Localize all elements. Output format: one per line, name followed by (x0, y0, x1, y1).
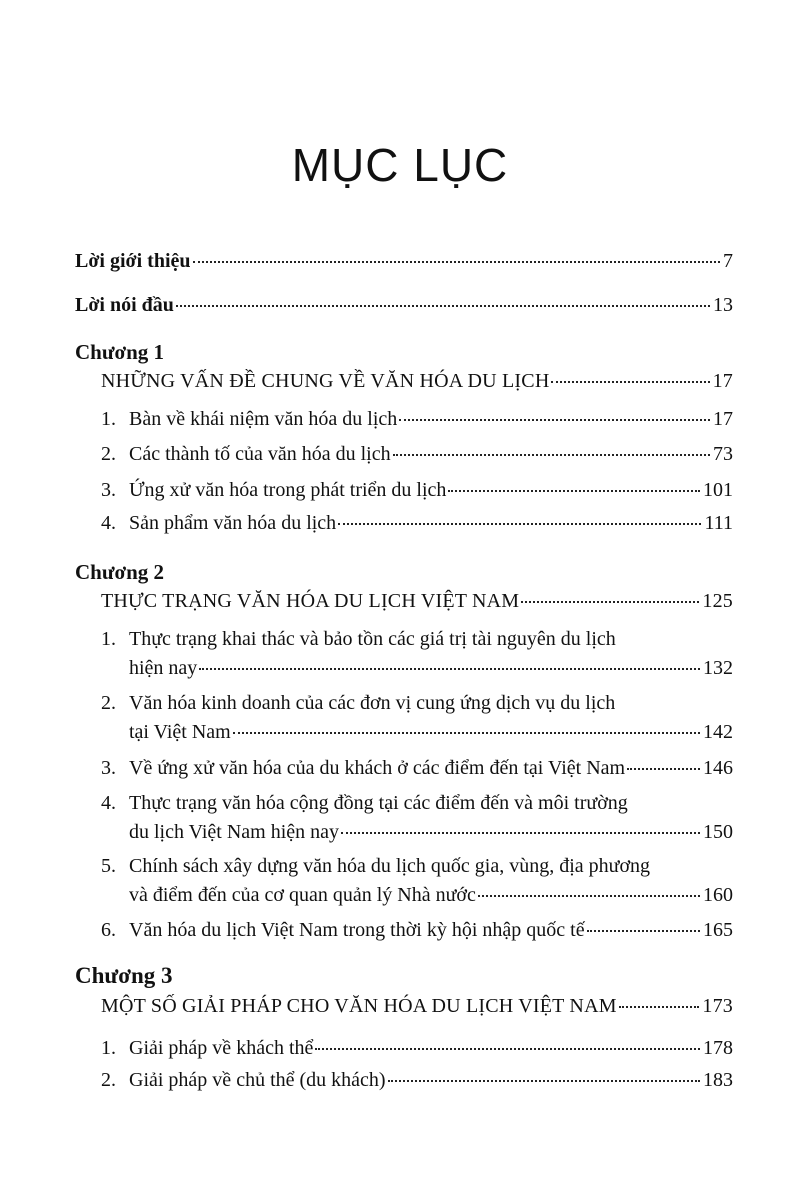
entry-label: Văn hóa du lịch Việt Nam trong thời kỳ hội nhập quốc tế (129, 919, 585, 941)
entry-label: Ứng xử văn hóa trong phát triển du lịch (129, 479, 447, 501)
entry-number: 3. (101, 757, 116, 779)
page-number: 101 (703, 479, 733, 501)
chapter-heading: Chương 2 (75, 560, 165, 584)
toc-entry-intro[interactable] (75, 250, 733, 273)
page-number: 111 (704, 512, 733, 534)
entry-number: 2. (101, 443, 116, 465)
entry-label: Giải pháp về chủ thể (du khách) (129, 1069, 386, 1091)
entry-label: Thực trạng văn hóa cộng đồng tại các điểm đến và môi trường (129, 792, 628, 814)
chapter-heading: Chương 1 (75, 340, 165, 364)
dot-leader (448, 490, 700, 492)
toc-entry[interactable] (101, 443, 733, 466)
page-number: 165 (703, 919, 733, 941)
toc-entry[interactable] (101, 757, 733, 780)
toc-entry-preface[interactable] (75, 294, 733, 317)
page-number: 142 (703, 721, 733, 743)
toc-entry[interactable] (129, 821, 733, 844)
entry-number: 1. (101, 1037, 116, 1059)
entry-label: Thực trạng khai thác và bảo tồn các giá trị tài nguyên du lịch (129, 628, 616, 650)
dot-leader (521, 601, 699, 603)
dot-leader (233, 732, 700, 734)
entry-number: 2. (101, 1069, 116, 1091)
page-number: 7 (723, 250, 733, 272)
dot-leader (193, 261, 721, 263)
chapter-heading: Chương 3 (75, 963, 173, 988)
toc-entry[interactable] (101, 1037, 733, 1060)
entry-number: 2. (101, 692, 116, 714)
entry-label: Về ứng xử văn hóa của du khách ở các điểm đến tại Việt Nam (129, 757, 626, 779)
chapter-title-entry[interactable] (101, 995, 733, 1018)
entry-label: và điểm đến của cơ quan quản lý Nhà nước (129, 884, 476, 906)
dot-leader (315, 1048, 700, 1050)
entry-number: 1. (101, 628, 116, 650)
page-title: MỤC LỤC (291, 139, 509, 191)
entry-label: Bàn về khái niệm văn hóa du lịch (129, 408, 398, 430)
dot-leader (199, 668, 700, 670)
page-number: 73 (713, 443, 733, 465)
page-number: 178 (703, 1037, 733, 1059)
entry-label: Văn hóa kinh doanh của các đơn vị cung ứng dịch vụ du lịch (129, 692, 616, 714)
dot-leader (338, 523, 701, 525)
toc-entry[interactable] (129, 884, 733, 907)
toc-entry-first-line[interactable] (101, 692, 615, 715)
dot-leader (341, 832, 700, 834)
page-number: 17 (713, 408, 733, 430)
chapter-title-entry[interactable] (101, 370, 733, 393)
toc-entry-first-line[interactable] (101, 855, 650, 878)
entry-label: tại Việt Nam (129, 721, 231, 743)
page-number: 183 (703, 1069, 733, 1091)
entry-label: Giải pháp về khách thể (129, 1037, 314, 1059)
entry-number: 1. (101, 408, 116, 430)
chapter-title-entry[interactable] (101, 590, 733, 613)
entry-label: Lời nói đầu (75, 294, 174, 316)
dot-leader (587, 930, 700, 932)
entry-label: hiện nay (129, 657, 198, 679)
page-number: 125 (702, 590, 733, 612)
entry-number: 4. (101, 512, 116, 534)
toc-entry[interactable] (101, 919, 733, 942)
dot-leader (619, 1006, 700, 1008)
page-number: 132 (703, 657, 733, 679)
page-number: 146 (703, 757, 733, 779)
entry-label: Lời giới thiệu (75, 250, 191, 272)
chapter-title: THỰC TRẠNG VĂN HÓA DU LỊCH VIỆT NAM (101, 590, 520, 612)
dot-leader (388, 1080, 700, 1082)
entry-label: Chính sách xây dựng văn hóa du lịch quốc gia, vùng, địa phương (129, 855, 651, 877)
dot-leader (551, 381, 709, 383)
page-number: 173 (702, 995, 733, 1017)
toc-entry[interactable] (101, 1069, 733, 1092)
toc-entry-first-line[interactable] (101, 628, 616, 651)
toc-entry[interactable] (129, 721, 733, 744)
dot-leader (399, 419, 710, 421)
dot-leader (176, 305, 710, 307)
toc-entry[interactable] (101, 479, 733, 502)
entry-label: Các thành tố của văn hóa du lịch (129, 443, 391, 465)
chapter-title: MỘT SỐ GIẢI PHÁP CHO VĂN HÓA DU LỊCH VIỆT NAM (101, 995, 617, 1017)
dot-leader (478, 895, 700, 897)
dot-leader (393, 454, 710, 456)
toc-entry[interactable] (129, 657, 733, 680)
dot-leader (627, 768, 700, 770)
page-number: 160 (703, 884, 733, 906)
page-number: 150 (703, 821, 733, 843)
entry-number: 4. (101, 792, 116, 814)
toc-entry[interactable] (101, 512, 733, 535)
page-number: 17 (712, 370, 733, 392)
entry-number: 3. (101, 479, 116, 501)
toc-entry[interactable] (101, 408, 733, 431)
toc-entry-first-line[interactable] (101, 792, 628, 815)
entry-label: du lịch Việt Nam hiện nay (129, 821, 340, 843)
page-number: 13 (713, 294, 733, 316)
entry-number: 6. (101, 919, 116, 941)
chapter-title: NHỮNG VẤN ĐỀ CHUNG VỀ VĂN HÓA DU LỊCH (101, 370, 550, 392)
entry-number: 5. (101, 855, 116, 877)
entry-label: Sản phẩm văn hóa du lịch (129, 512, 337, 534)
